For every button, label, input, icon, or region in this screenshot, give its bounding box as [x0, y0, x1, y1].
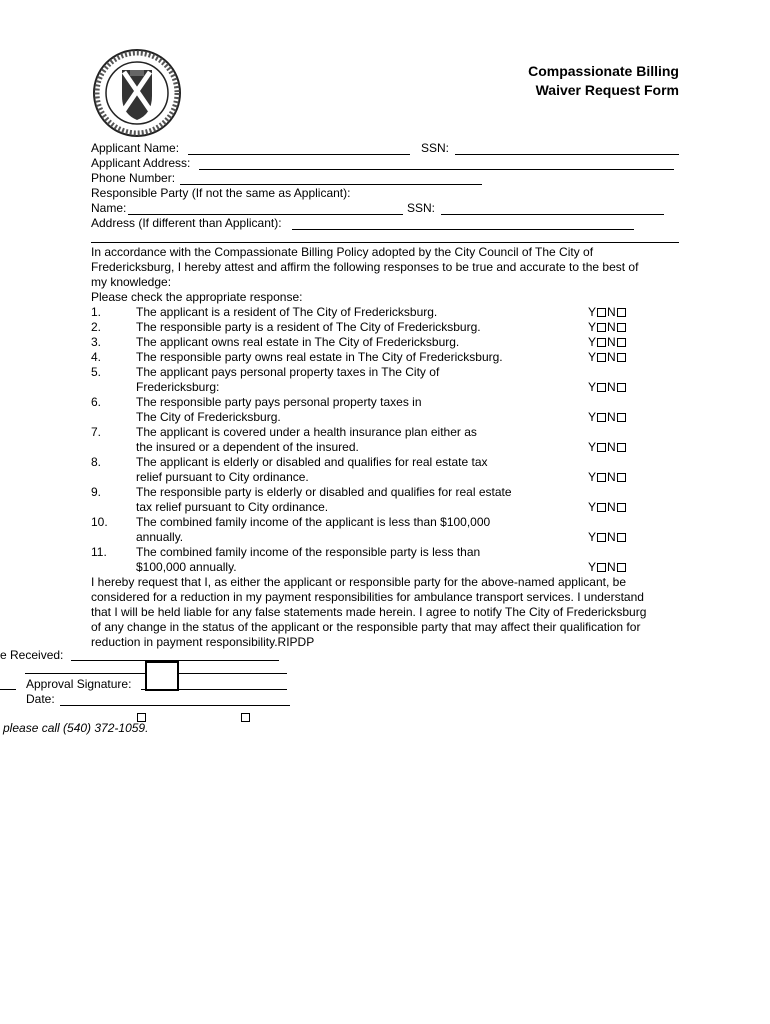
approval-signature-label: Approval Signature:	[26, 677, 132, 691]
question-text-cont: relief pursuant to City ordinance.	[136, 470, 309, 484]
closing-line2: considered for a reduction in my payment responsibilities for ambulance transport services. I understand	[91, 590, 644, 604]
question-number: 1.	[91, 305, 102, 319]
yes-no-choice: Y N	[588, 335, 627, 350]
question-number: 5.	[91, 365, 102, 379]
no-checkbox[interactable]	[617, 323, 626, 332]
question-text: The applicant is elderly or disabled and qualifies for real estate tax	[136, 455, 488, 469]
question-text-cont: annually.	[136, 530, 184, 544]
closing-line3: that I will be held liable for any false statements made herein. I agree to notify The City of Fredericksburg	[91, 605, 647, 619]
yes-no-choice: Y N	[588, 350, 627, 365]
question-text-cont: $100,000 annually.	[136, 560, 237, 574]
yes-checkbox[interactable]	[597, 383, 606, 392]
yes-no-choice: Y N	[588, 440, 627, 455]
yes-checkbox[interactable]	[597, 533, 606, 542]
phone-call-note: please call (540) 372-1059.	[3, 721, 149, 735]
responsible-address-label: Address (If different than Applicant):	[91, 216, 282, 230]
no-checkbox[interactable]	[617, 338, 626, 347]
question-text-cont: the insured or a dependent of the insured.	[136, 440, 359, 454]
question-number: 9.	[91, 485, 102, 499]
yes-checkbox[interactable]	[597, 308, 606, 317]
question-text: The responsible party is a resident of The City of Fredericksburg.	[136, 320, 481, 334]
closing-line4: of any change in the status of the applicant or the responsible party that may affect their qualification for	[91, 620, 641, 634]
responsible-ssn-field[interactable]	[441, 214, 664, 215]
question-text-cont: Fredericksburg:	[136, 380, 220, 394]
responsible-party-label: Responsible Party (If not the same as Applicant):	[91, 186, 351, 200]
yes-checkbox[interactable]	[597, 443, 606, 452]
yes-no-choice: Y N	[588, 530, 627, 545]
question-number: 8.	[91, 455, 102, 469]
no-checkbox[interactable]	[617, 503, 626, 512]
question-text: The applicant owns real estate in The City of Fredericksburg.	[136, 335, 460, 349]
intro-line4: Please check the appropriate response:	[91, 290, 303, 304]
closing-line1: I hereby request that I, as either the applicant or responsible party for the above-named applicant, be	[91, 575, 626, 589]
intro-line3: my knowledge:	[91, 275, 172, 289]
intro-line2: Fredericksburg, I hereby attest and affirm the following responses to be true and accurate to the best of	[91, 260, 639, 274]
yes-checkbox[interactable]	[597, 503, 606, 512]
phone-number-label: Phone Number:	[91, 171, 176, 185]
no-checkbox[interactable]	[617, 563, 626, 572]
question-number: 3.	[91, 335, 102, 349]
no-checkbox[interactable]	[617, 308, 626, 317]
question-number: 4.	[91, 350, 102, 364]
responsible-name-label: Name:	[91, 201, 127, 215]
ssn-field[interactable]	[455, 154, 679, 155]
city-seal-logo	[92, 48, 182, 138]
closing-line5: reduction in payment responsibility.RIPDP	[91, 635, 315, 649]
approval-date-field[interactable]	[60, 705, 290, 706]
no-checkbox[interactable]	[617, 353, 626, 362]
question-text: The responsible party is elderly or disabled and qualifies for real estate	[136, 485, 512, 499]
responsible-address-field-line2[interactable]	[91, 242, 679, 243]
yes-no-choice: Y N	[588, 410, 627, 425]
date-received-label: e Received:	[0, 648, 64, 662]
approval-date-label: Date:	[26, 692, 55, 706]
applicant-name-field[interactable]	[188, 154, 410, 155]
yes-checkbox[interactable]	[597, 323, 606, 332]
yes-no-choice: Y N	[588, 320, 627, 335]
no-checkbox[interactable]	[617, 443, 626, 452]
intro-line1: In accordance with the Compassionate Billing Policy adopted by the City Council of The City of	[91, 245, 594, 259]
question-text: The responsible party owns real estate in The City of Fredericksburg.	[136, 350, 503, 364]
left-signature-line[interactable]	[0, 689, 16, 690]
yes-no-choice: Y N	[588, 380, 627, 395]
question-text: The applicant is covered under a health insurance plan either as	[136, 425, 477, 439]
no-checkbox[interactable]	[617, 473, 626, 482]
question-text: The applicant pays personal property taxes in The City of	[136, 365, 440, 379]
question-text: The responsible party pays personal property taxes in	[136, 395, 422, 409]
responsible-ssn-label: SSN:	[407, 201, 436, 215]
applicant-address-label: Applicant Address:	[91, 156, 191, 170]
question-number: 2.	[91, 320, 102, 334]
form-title-line2: Waiver Request Form	[535, 82, 679, 98]
question-text: The combined family income of the applicant is less than $100,000	[136, 515, 491, 529]
yes-no-choice: Y N	[588, 305, 627, 320]
question-number: 11.	[91, 545, 107, 559]
question-text: The combined family income of the responsible party is less than	[136, 545, 481, 559]
yes-checkbox[interactable]	[597, 353, 606, 362]
question-number: 10.	[91, 515, 108, 529]
yes-checkbox[interactable]	[597, 338, 606, 347]
phone-number-field[interactable]	[180, 184, 482, 185]
no-checkbox[interactable]	[617, 383, 626, 392]
office-checkbox-2[interactable]	[241, 713, 250, 722]
yes-checkbox[interactable]	[597, 473, 606, 482]
yes-no-choice: Y N	[588, 500, 627, 515]
question-text: The applicant is a resident of The City of Fredericksburg.	[136, 305, 438, 319]
signature-box[interactable]	[145, 661, 179, 691]
responsible-name-field[interactable]	[128, 214, 403, 215]
question-text-cont: tax relief pursuant to City ordinance.	[136, 500, 329, 514]
applicant-name-label: Applicant Name:	[91, 141, 180, 155]
no-checkbox[interactable]	[617, 533, 626, 542]
question-number: 7.	[91, 425, 102, 439]
question-text-cont: The City of Fredericksburg.	[136, 410, 281, 424]
yes-checkbox[interactable]	[597, 413, 606, 422]
form-title-line1: Compassionate Billing	[528, 63, 679, 79]
question-number: 6.	[91, 395, 102, 409]
yes-checkbox[interactable]	[597, 563, 606, 572]
no-checkbox[interactable]	[617, 413, 626, 422]
yes-no-choice: Y N	[588, 470, 627, 485]
applicant-address-field[interactable]	[199, 169, 674, 170]
ssn-label: SSN:	[421, 141, 450, 155]
responsible-address-field[interactable]	[292, 229, 634, 230]
yes-no-choice: Y N	[588, 560, 627, 575]
